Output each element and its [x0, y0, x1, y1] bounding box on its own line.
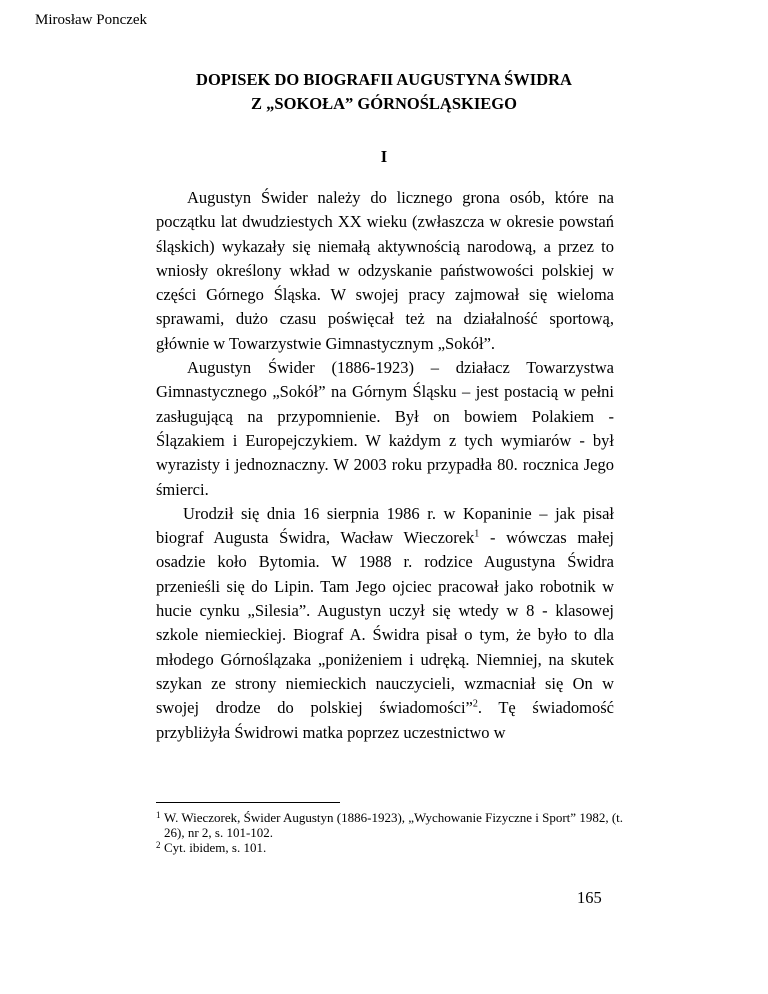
paragraph-3-text-a: Urodził się dnia 16 sierpnia 1986 r. w Kopaninie – jak pisał biograf Augusta Świdra, Wacław Wieczorek — [156, 503, 614, 548]
footnote-2-text: Cyt. ibidem, s. 101. — [164, 840, 267, 855]
paragraph-2: Augustyn Świder (1886-1923) – działacz Towarzystwa Gimnastycznego „Sokół” na Górnym Śląsku – jest postacią w pełni zasługującą na przypomnienie. Był on bowiem Polakiem - Ślązakiem i Europejczykiem. W każdym z tych wymiarów - był wyrazisty i jednoznaczny. W 2003 roku przypadła 80. rocznica Jego śmierci. — [156, 358, 614, 499]
page-number: 165 — [577, 888, 602, 907]
footnote-1-text: W. Wieczorek, Świder Augustyn (1886-1923), „Wychowanie Fizyczne i Sport” 1982, (t. 26), nr 2, s. 101-102. — [164, 810, 624, 840]
paragraph-3-text-c: . Tę świadomość przybliżyła Świdrowi matka poprzez uczestnictwo w — [156, 698, 614, 742]
footnote-reference-2[interactable]: 2 — [472, 698, 478, 710]
article-title-line-1: DOPISEK DO BIOGRAFII AUGUSTYNA ŚWIDRA — [196, 70, 572, 89]
section-number: I — [380, 147, 388, 166]
running-header-author: Mirosław Ponczek — [35, 12, 148, 28]
paragraph-3-text-b: - wówczas małej osadzie koło Bytomia. W 1988 r. rodzice Augustyna Świdra przenieśli się do Lipin. Tam Jego ojciec pracował jako robotnik w hucie cynku „Silesia”. Augustyn uczył się wtedy w 8 - klasowej szkole niemieckiej. Biograf A. Świdra pisał o tym, że było to dla młodego Górnoślązaka „poniżeniem i udręką. Niemniej, na skutek szykan ze strony niemieckich nauczycieli, wzmacniał się On w swojej drodze do polskiej świadomości” — [156, 528, 614, 718]
paragraph-3 — [156, 502, 614, 745]
footnote-reference-1[interactable]: 1 — [474, 528, 480, 540]
article-body — [156, 186, 614, 745]
article-title-line-2: Z „SOKOŁA” GÓRNOŚLĄSKIEGO — [251, 94, 517, 113]
footnote-2: 2 Cyt. ibidem, s. 101. — [156, 840, 267, 855]
paragraph-1: Augustyn Świder należy do licznego grona osób, które na początku lat dwudziestych XX wieku (zwłaszcza w okresie powstań śląskich) wykazały się niemałą aktywnością narodową, a przez to wniosły określony wkład w odzyskanie państwowości polskiej w części Górnego Śląska. W swojej pracy zajmował się wieloma sprawami, dużo czasu poświęcał też na działalność sportową, głównie w Towarzystwie Gimnastycznym „Sokół”. — [156, 188, 614, 353]
footnotes — [156, 810, 626, 855]
footnote-1: 1 W. Wieczorek, Świder Augustyn (1886-1923), „Wychowanie Fizyczne i Sport” 1982, (t. 26), nr 2, s. 101-102. — [156, 810, 624, 840]
footnote-separator — [156, 802, 340, 803]
